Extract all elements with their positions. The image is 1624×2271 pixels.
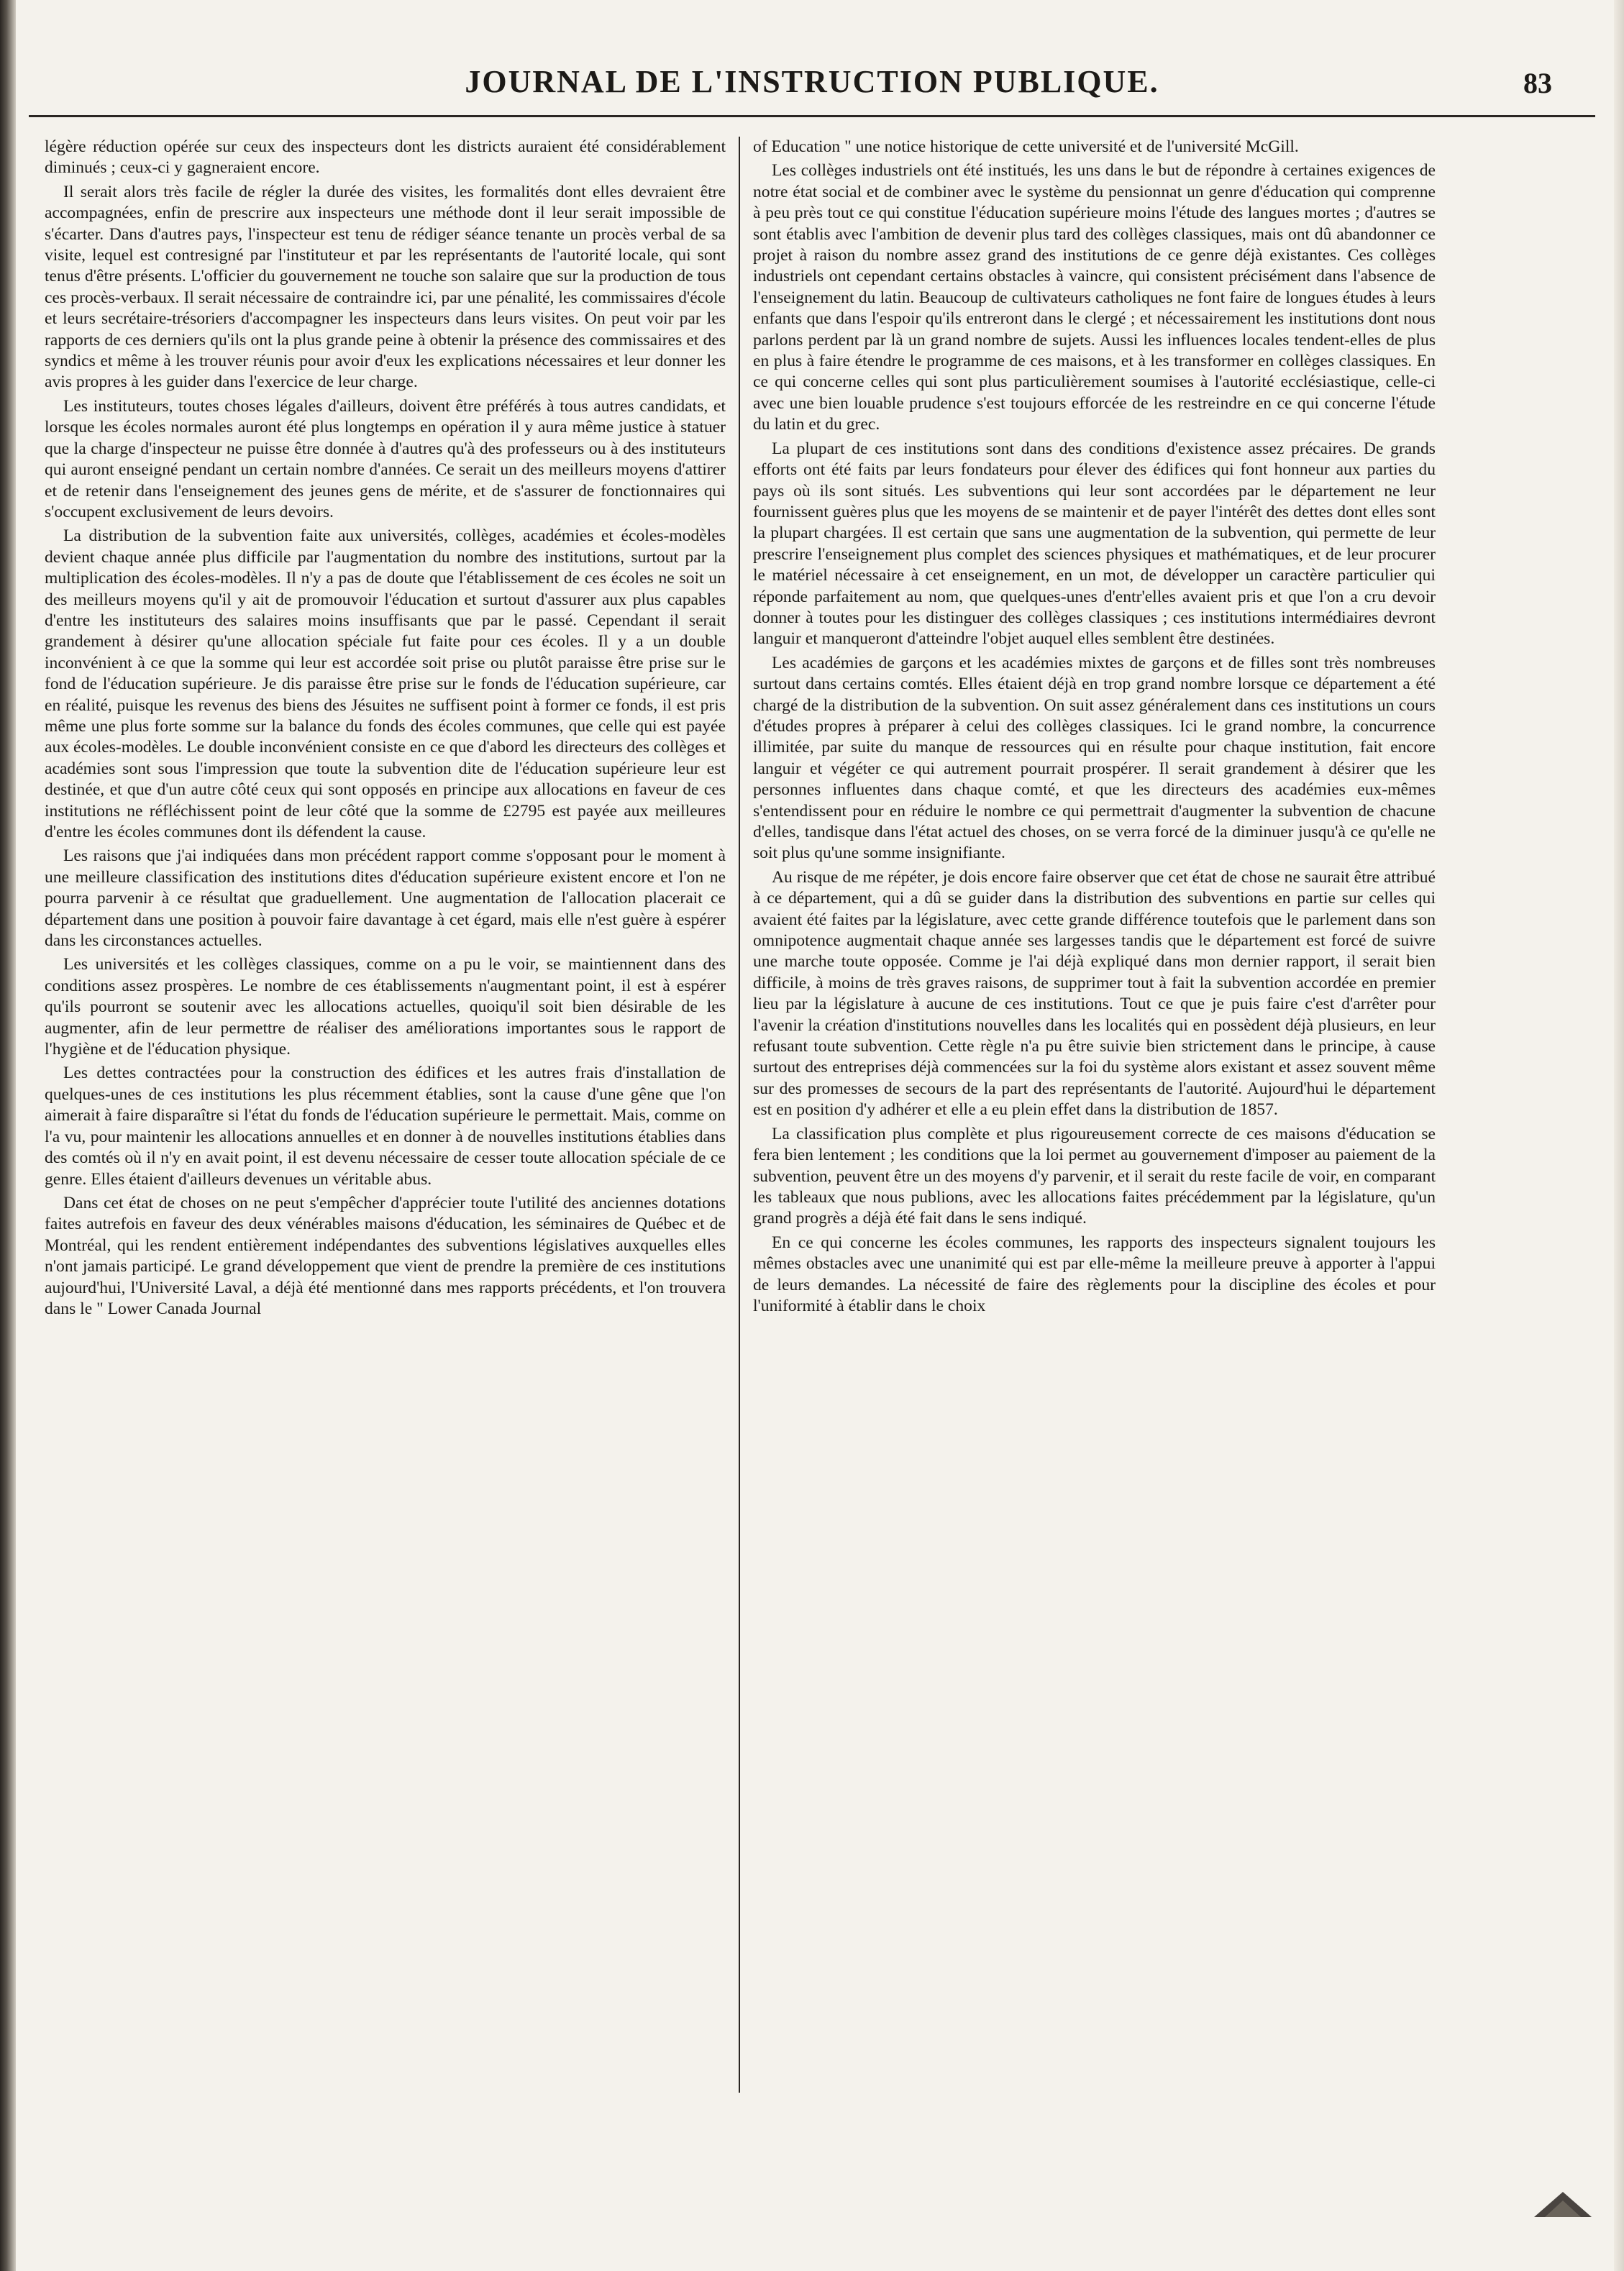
page-corner-mark: [1531, 2185, 1595, 2221]
journal-title: JOURNAL DE L'INSTRUCTION PUBLIQUE.: [465, 64, 1159, 99]
paragraph: Les instituteurs, toutes choses légales d'ailleurs, doivent être préférés à tous autres candidats, et lorsque les écoles normales auront été plus longtemps en opération il y aura même justice à statuer que la charge d'inspecteur ne puisse être donnée à d'autres qu'à des professeurs ou à des instituteurs qui auront enseigné pendant un certain nombre d'années. Ce serait un des meilleurs moyens d'attirer et de retenir dans l'enseignement des jeunes gens de mérite, et de s'assurer de fonctionnaires qui s'occupent exclusivement de leurs devoirs.: [45, 396, 726, 521]
paragraph: Les académies de garçons et les académies mixtes de garçons et de filles sont très nombreuses surtout dans certains comtés. Elles étaient déjà en trop grand nombre lorsque ce département a été chargé de la distribution de la subvention. On suit assez généralement dans ces institutions un cours d'études propres à préparer à celui des collèges classiques. Ici le grand nombre, la concurrence illimitée, par suite du manque de ressources qui en résulte pour chaque institution, fait encore languir et végéter ce qui autrement pourrait prospérer. Il serait grandement à désirer que les personnes influentes dans chaque comté, et que les directeurs des académies eux-mêmes s'entendissent pour en réduire le nombre ce qui permettrait d'augmenter la subvention de chacune d'elles, tandisque dans l'état actuel des choses, on se verra forcé de la diminuer jusqu'à ce qu'elle ne soit plus qu'une somme insignifiante.: [753, 653, 1436, 863]
paragraph: Au risque de me répéter, je dois encore faire observer que cet état de chose ne saurait être attribué à ce département, qui a dû se guider dans la distribution des subventions en partie sur celles qui avaient été faites par la législature, avec cette grande différence toutefois que le parlement dans son omnipotence augmentait chaque année ses largesses tandis que le département est forcé de suivre une marche toute opposée. Comme je l'ai déjà expliqué dans mon dernier rapport, il serait bien difficile, à moins de très graves raisons, de supprimer tout à fait la subvention accordée en premier lieu par la législature à aucune de ces institutions. Tout ce que je puis faire c'est d'arrêter pour l'avenir la création d'institutions nouvelles dans les localités qui en possèdent déjà plusieurs, en leur refusant toute subvention. Cette règle n'a pu être suivie bien strictement dans le principe, à cause surtout des entreprises déjà commencées sur la foi du système alors existant et assez souvent même sur des promesses de secours de la part des représentants de l'autorité. Aujourd'hui le département est en position d'y adhérer et elle a eu plein effet dans la distribution de 1857.: [753, 867, 1436, 1120]
paragraph: légère réduction opérée sur ceux des inspecteurs dont les districts auraient été considérablement diminués ; ceux-ci y gagneraient encore.: [45, 137, 726, 178]
paragraph: of Education " une notice historique de cette université et de l'université McGill.: [753, 137, 1299, 156]
paragraph: La plupart de ces institutions sont dans des conditions d'existence assez précaires. De grands efforts ont été faits par leurs fondateurs pour élever des édifices qui font honneur aux parties du pays où ils sont situés. Les subventions qui leur sont accordées par le département ne leur fournissent guères plus que les moyens de se maintenir et de payer l'intérêt des dettes dont elles sont la plupart chargées. Il est certain que sans une augmentation de la subvention, qui permette de leur prescrire l'enseignement plus complet des sciences physiques et mathématiques, et de leur procurer le matériel nécessaire à cet enseignement, en un mot, de développer un caractère particulier qui réponde parfaitement au nom, que quelques-unes d'entr'elles avaient pris et que l'on a cru devoir donner à toutes pour les distinguer des collèges classiques ; ces institutions intermédiaires devront languir et manqueront d'atteindre l'objet auquel elles semblent être destinées.: [753, 439, 1436, 649]
paragraph: La distribution de la subvention faite aux universités, collèges, académies et écoles-modèles devient chaque année plus difficile par l'augmentation du nombre des institutions, surtout par la multiplication des écoles-modèles. Il n'y a pas de doute que l'établissement de ces écoles ne soit un des meilleurs moyens qu'il y ait de promouvoir l'éducation et surtout d'assurer aux plus capables d'entre les instituteurs des salaires moins insuffisants que par le passé. Cependant il serait grandement à désirer qu'une allocation spéciale fut faite pour ces écoles. Il y a un double inconvénient à ce que la somme qui leur est accordée soit prise ou plutôt paraisse être prise sur le fond de l'éducation supérieure. Je dis paraisse être prise sur le fonds de l'éducation supérieure, car en réalité, puisque les revenus des biens des Jésuites ne suffisent point à former ce fonds, il est pris même une plus forte somme sur la balance du fonds des écoles communes, que celle qui est payée aux écoles-modèles. Le double inconvénient consiste en ce que d'abord les directeurs des collèges et académies sont sous l'impression que toute la subvention dite de l'éducation supérieure leur est destinée, et que d'un autre côté ceux qui sont opposés en principe aux allocations en faveur de ces institutions ne réfléchissent point de leur côté que la somme de £2795 est payée aux meilleures d'entre les écoles communes dont ils défendent la cause.: [45, 526, 726, 841]
paragraph: En ce qui concerne les écoles communes, les rapports des inspecteurs signalent toujours les mêmes obstacles avec une unanimité qui est par elle-même la meilleure preuve à apporter à l'appui de leurs demandes. La nécessité de faire des règlements pour la discipline des écoles et pour l'uniformité à établir dans le choix: [753, 1233, 1436, 1315]
left-column: [32, 137, 740, 2093]
paragraph: Les universités et les collèges classiques, comme on a pu le voir, se maintiennent dans des conditions assez prospères. Le nombre de ces établissements n'augmentant point, il est à espérer qu'ils pourront se soutenir avec les allocations actuelles, quoiqu'il soit bien désirable de les augmenter, afin de leur permettre de réaliser des améliorations importantes sous le rapport de l'hygiène et de l'éducation physique.: [45, 955, 726, 1059]
paragraph: Les collèges industriels ont été institués, les uns dans le but de répondre à certaines exigences de notre état social et de combiner avec le système du pensionnat un genre d'éducation qui comprenne à peu près tout ce qui constitue l'éducation supérieure moins l'étude des langues mortes ; d'autres se sont établis avec l'ambition de devenir plus tard des collèges classiques, mais ont dû abandonner ce projet à raison du nombre assez grand des institutions de ce genre déjà existantes. Ces collèges industriels ont cependant certains obstacles à vaincre, qui consistent précisément dans l'absence de l'enseignement du latin. Beaucoup de cultivateurs catholiques ne font faire de longues études à leurs enfants que dans l'espoir qu'ils entreront dans le clergé ; et nécessairement les institutions dont nous parlons perdent par là un grand nombre de sujets. Aussi les influences locales tendent-elles de plus en plus à faire étendre le programme de ces maisons, et à les transformer en collèges classiques. En ce qui concerne celles qui sont plus particulièrement soumises à l'autorité ecclésiastique, celle-ci avec une bien louable prudence s'est toujours efforcée de les restreindre en ce qui concerne l'étude du latin et du grec.: [753, 161, 1436, 434]
page-header: [29, 50, 1595, 117]
right-column: [740, 137, 1449, 2093]
page-number: 83: [1523, 67, 1552, 99]
paragraph: Il serait alors très facile de régler la durée des visites, les formalités dont elles devraient être accompagnées, enfin de prescrire aux inspecteurs une méthode dont il leur serait impossible de s'écarter. Dans d'autres pays, l'inspecteur est tenu de rédiger séance tenante un procès verbal de sa visite, lequel est contresigné par l'instituteur et par les représentants de l'autorité locale, qui sont tenus d'être présents. L'officier du gouvernement ne touche son salaire que sur la production de tous ces procès-verbaux. Il serait nécessaire de contraindre ici, par une pénalité, les commissaires d'école et leurs secrétaire-trésoriers d'accompagner les inspecteurs dans leurs visites. On peut voir par les rapports de ces derniers qu'ils ont la plus grande peine à obtenir la présence des commissaires et des syndics et même à les trouver réunis pour avoir d'eux les explications nécessaires et leur donner les avis propres à les guider dans l'exercice de leur charge.: [45, 182, 726, 392]
page-right-edge: [1614, 0, 1624, 2271]
page-binding-edge: [0, 0, 16, 2271]
paragraph: Les dettes contractées pour la construction des édifices et les autres frais d'installation de quelques-unes de ces institutions les plus récemment établies, sont la cause d'une gêne que l'on aimerait à faire disparaître si l'état du fonds de l'éducation supérieure le permettait. Mais, comme on l'a vu, pour maintenir les allocations annuelles et en donner à de nouvelles institutions établies dans des comtés où il n'y en avait point, il est devenu nécessaire de cesser toute allocation spéciale de ce genre. Elles étaient d'ailleurs devenues un véritable abus.: [45, 1064, 726, 1189]
paragraph: Dans cet état de choses on ne peut s'empêcher d'apprécier toute l'utilité des anciennes dotations faites autrefois en faveur des deux vénérables maisons d'éducation, les séminaires de Québec et de Montréal, qui les rendent entièrement indépendantes des subventions législatives auxquelles elles n'ont jamais participé. Le grand développement que vient de prendre la première de ces institutions aujourd'hui, l'Université Laval, a déjà été mentionné dans mes rapports précédents, et l'on trouvera dans le " Lower Canada Journal: [45, 1193, 726, 1318]
paragraph: La classification plus complète et plus rigoureusement correcte de ces maisons d'éducation se fera bien lentement ; les conditions que la loi permet au gouvernement d'imposer au paiement de la subvention, peuvent être un des moyens d'y parvenir, et il serait du reste facile de voir, en comparant les tableaux que nous publions, avec les allocations faites précédemment par la législature, qu'un grand progrès a déjà été fait dans le sens indiqué.: [753, 1124, 1436, 1228]
text-columns: [32, 137, 1449, 2093]
paragraph: Les raisons que j'ai indiquées dans mon précédent rapport comme s'opposant pour le moment à une meilleure classification des institutions dites d'éducation supérieure existent encore et l'on ne pourra parvenir à ce résultat que graduellement. Une augmentation de l'allocation placerait ce département dans une position à pouvoir faire davantage à cet égard, mais elle n'est guère à espérer dans les circonstances actuelles.: [45, 846, 726, 951]
